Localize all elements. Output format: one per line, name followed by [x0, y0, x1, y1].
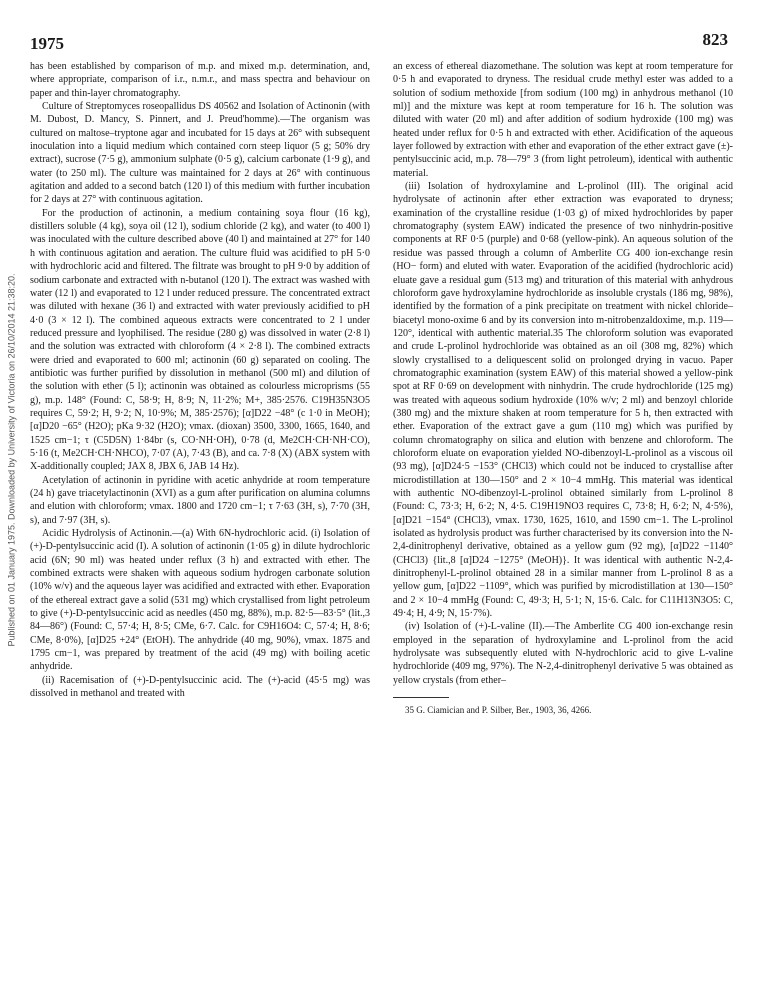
year-header: 1975	[30, 34, 64, 53]
footnote: 35 G. Ciamician and P. Silber, Ber., 1903, 36, 4266.	[405, 705, 592, 716]
paragraph: Culture of Streptomyces roseopallidus DS 40562 and Isolation of Actinonin (with M. Dubost, D. Mancy, S. Pinnert, and J. Preud'homme).—The organism was cultured on maltose–tryptone agar and incubated for 15 days at 26° with subsequent inoculation into a liquid medium which contained corn steep liquor (5 g; 50% dry extract), sucrose (7·5 g), ammonium sulphate (0·5 g), calcium carbonate (1·9 g), and water (to 250 ml). The culture was maintained for 2 days at 26° with continuous agitation and added to a second batch (120 l) of this medium with further incubation for 2 days at 27° with continuous agitation.	[30, 101, 370, 206]
paragraph: (iii) Isolation of hydroxylamine and L-prolinol (III). The original acid hydrolysate of actinonin after ether extraction was evaporated to dryness; examination of the crystalline residue (1·03 g) of mixed hydrochlorides by paper chromatography (system EAW) indicated the presence of two ninhydrin-positive components at RF 0·5 (purple) and 0·68 (yellow-pink). An aqueous solution of the residue was passed through a column of Amberlite CG 400 ion-exchange resin (HO− form) and eluted with water. Evaporation of the acidified (hydrochloric acid) eluate gave a residual gum (513 mg) and trituration of this material with anhydrous chloroform gave hydroxylamine hydrochloride as insoluble crystals (186 mg, 98%), identified by the formation of a pink precipitate on treatment with nickel chloride–biacetyl mono-oxime 6 and by its conversion into m-nitrobenzaldoxime, m.p. 119—120°, identical with authentic material.35 The chloroform solution was evaporated and crude L-prolinol hydrochloride was obtained as an oil (308 mg, 82%) which slowly crystallised to a deliquescent solid on prolonged drying in vacuo. Paper chromatographic examination (system EAW) of this material showed a yellow-pink spot at RF 0·69 on development with ninhydrin. The crude hydrochloride (125 mg) was treated with aqueous sodium hydroxide (10% w/v; 2 ml) and benzoyl chloride (380 mg) and the mixture shaken at room temperature for 5 h, then extracted with ether. Evaporation of the extract gave a gum (110 mg) which was purified by column chromatography on silica and elution with benzene and chloroform. The chloroform eluate on evaporation yielded NO-dibenzoyl-L-prolinol as a viscous oil (93 mg), [α]D24·5 −153° (CHCl3) which could not be induced to crystallise after microdistillation at 130—150° and 2 × 10−4 mmHg. This material was identical with authentic NO-dibenzoyl-L-prolinol obtained similarly from L-prolinol 8 (Found: C, 73·3; H, 6·2; N, 4·5. C19H19NO3 requires C, 73·8; H, 6·2; N, 4·5%), [α]D21 −154° (CHCl3), νmax. 1730, 1625, 1610, and 1590 cm−1. The L-prolinol isolated as hydrolysis product was further characterised by its conversion into the N-2,4-dinitrophenyl derivative, obtained as a yellow gum (92 mg), [α]D22 −1140° (CHCl3) {lit.,8 [α]D24 −1275° (MeOH)}. It was identical with authentic N-2,4-dinitrophenyl-L-prolinol obtained 28 in a similar manner from L-prolinol 8 as a yellow gum, [α]D22 −1109°, which was purified by microdistillation at 130—150° and 2 × 10−4 mmHg (Found: C, 49·3; H, 5·1; N, 15·6. Calc. for C11H13N3O5: C, 49·4; H, 4·9; N, 15·7%).	[393, 181, 733, 620]
paragraph: For the production of actinonin, a medium containing soya flour (16 kg), distillers soluble (4 kg), soya oil (12 l), sodium chloride (2 kg), and water (to 400 l) was inoculated with the culture described above (40 l) and maintained at 27° for 140 h with continuous agitation and aeration. The culture fluid was acidified to pH 5·0 with hydrochloric acid and filtered. The filtrate was brought to pH 9·0 by addition of sodium carbonate and extracted with n-butanol (120 l). The extract was washed with water (12 l) and evaporated to 12 l under reduced pressure. The concentrated extract was diluted with hexane (36 l) and extracted with water previously acidified to pH 4·0 (3 × 12 l). The combined aqueous extracts were concentrated to 2 l under reduced pressure and lyophilised. The residue (280 g) was dissolved in water (2·8 l) and the solution was extracted with chloroform (4 × 2·8 l). The combined extracts were dried and evaporated to 600 ml; actinonin (60 g) separated on cooling. The antibiotic was further purified by dissolution in methanol (500 ml) and dilution of the solution with ether (5 l); actinonin was obtained as colourless microprisms (55 g), m.p. 148° (Found: C, 58·9; H, 8·9; N, 11·2%; M+, 385·2576. C19H35N3O5 requires C, 59·2; H, 9·2; N, 10·9%; M, 385·2576); [α]D22 −48° (c 1·0 in MeOH); [α]D20 −65° (H2O); pKa 9·32 (H2O); νmax. (dioxan) 3500, 3300, 1665, 1640, and 1525 cm−1; τ (C5D5N) 1·84br (s, CO·NH·OH), 0·78 (d, Me2CH·CH·NH·CO), 5·16 (t, Me2CH·CH·NHCO), 7·07 (A), 7·43 (B), and ca. 7·8 (X) (ABX system with X-additionally coupled; JAX 8, JBX 6, JAB 14 Hz).	[30, 207, 370, 473]
publication-sidebar-text: Published on 01 January 1975. Downloaded by University of Victoria on 26/10/2014 21:38:20.	[7, 273, 17, 647]
paragraph: has been established by comparison of m.p. and mixed m.p. determination, and, where appropriate, comparison of i.r., n.m.r., and mass spectra and behaviour on paper and thin-layer chromatography.	[30, 61, 370, 99]
page-number: 823	[702, 30, 728, 49]
paragraph: Acetylation of actinonin in pyridine with acetic anhydride at room temperature (24 h) gave triacetylactinonin (XVI) as a gum after purification on alumina columns and elution with chloroform; νmax. 1800 and 1720 cm−1; τ 7·63 (3H, s), 7·70 (3H, s), and 7·97 (3H, s).	[30, 474, 370, 526]
footnote-divider	[393, 697, 449, 698]
paragraph: (ii) Racemisation of (+)-D-pentylsuccinic acid. The (+)-acid (45·5 mg) was dissolved in methanol and treated with	[30, 674, 370, 700]
paragraph: Acidic Hydrolysis of Actinonin.—(a) With 6N-hydrochloric acid. (i) Isolation of (+)-D-pentylsuccinic acid (I). A solution of actinonin (1·05 g) in dilute hydrochloric acid (6N; 90 ml) was heated under reflux (3 h) and extracted with ether. The combined extracts were shaken with aqueous sodium hydrogen carbonate solution (10% w/v) and the aqueous layer was acidified and extracted with ether. Evaporation of the ethereal extract gave a solid (531 mg) which crystallised from light petroleum to give (+)-D-pentylsuccinic acid as needles (450 mg, 88%), m.p. 82·5—83·5° (lit.,3 84—86°) (Found: C, 57·4; H, 8·5; CMe, 6·7. Calc. for C9H16O4: C, 57·4; H, 8·6; CMe, 8·0%), [α]D25 +24° (EtOH). The anhydride (40 mg, 90%), νmax. 1875 and 1795 cm−1, was prepared by treatment of the acid (49 mg) with boiling acetic anhydride.	[30, 528, 370, 673]
paragraph: (iv) Isolation of (+)-L-valine (II).—The Amberlite CG 400 ion-exchange resin employed in the separation of hydroxylamine and L-prolinol from the acid hydrolysate was subsequently eluted with N-hydrochloric acid to give L-valine hydrochloride (409 mg, 97%). The N-2,4-dinitrophenyl derivative 5 was obtained as yellow crystals (from ether–	[393, 621, 733, 686]
right-column	[393, 60, 733, 716]
left-column	[30, 60, 370, 701]
paragraph: an excess of ethereal diazomethane. The solution was kept at room temperature for 0·5 h and evaporated to dryness. The residual crude methyl ester was added to a solution of sodium methoxide [from sodium (100 mg) in anhydrous methanol (10 ml)] and the mixture was kept at room temperature for 16 h. The solution was diluted with water (20 ml) and after addition of sodium hydroxide (100 mg) was heated under reflux for 0·5 h and extracted with ether. Acidification of the aqueous layer followed by extraction with ether and evaporation of the ether extract gave (±)-pentylsuccinic acid, m.p. 78—79° 3 (from light petroleum), identical with authentic material.	[393, 61, 733, 179]
publication-sidebar	[2, 60, 22, 860]
